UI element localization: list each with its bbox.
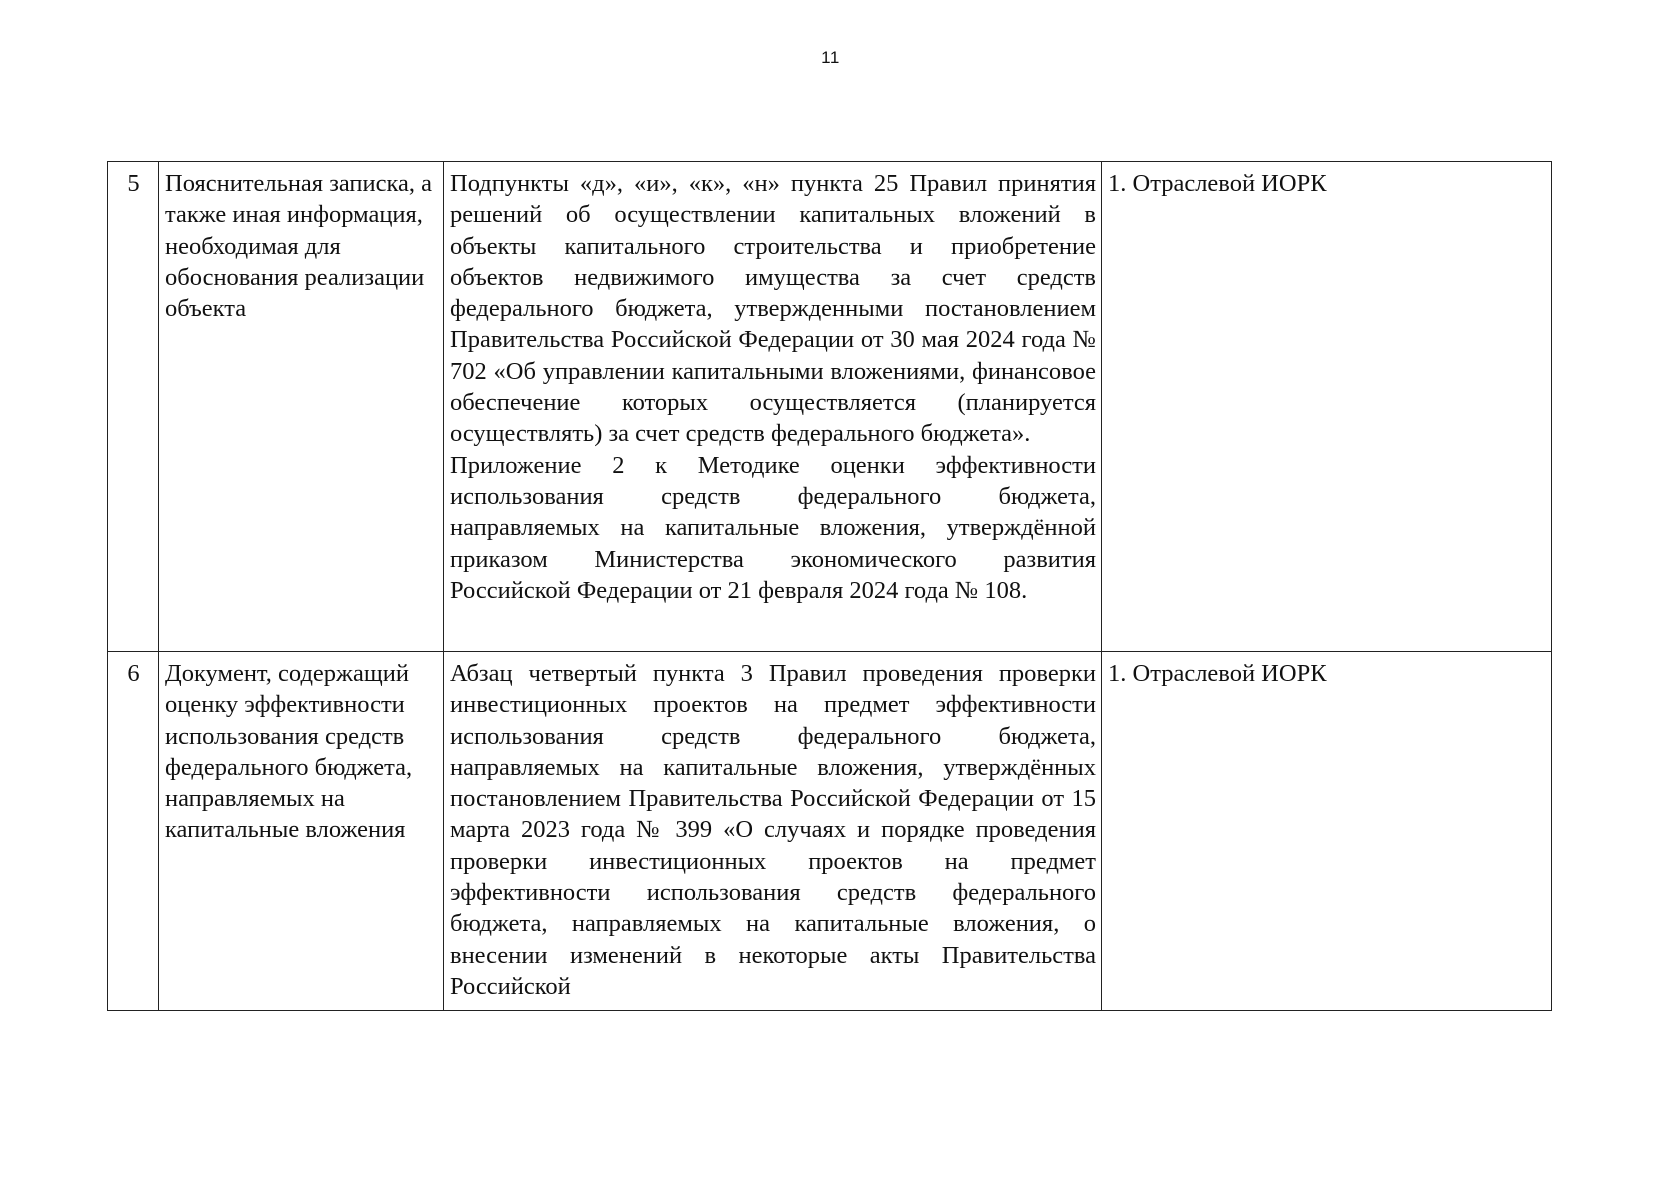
row-number: 5: [108, 162, 159, 652]
page-number: 11: [821, 48, 840, 67]
row-number: 6: [108, 652, 159, 1011]
legal-basis-paragraph: Абзац четвертый пункта 3 Правил проведения проверки инвестиционных проектов на предмет эффективности использования средств федерального бюджета, направляемых на капитальные вложения, утверждённых постановлением Правительства Российской Федерации от 15 марта 2023 года № 399 «О случаях и порядке проведения проверки инвестиционных проектов на предмет эффективности использования средств федерального бюджета, направляемых на капитальные вложения, о внесении изменений в некоторые акты Правительства Российской: [450, 660, 1096, 1000]
legal-basis: [444, 162, 1102, 652]
table-row: [108, 162, 1552, 652]
document-name: Документ, содержащий оценку эффективности использования средств федерального бюджета, направляемых на капитальные вложения: [159, 652, 444, 1011]
executor: 1. Отраслевой ИОРК: [1102, 162, 1552, 652]
legal-basis: [444, 652, 1102, 1011]
table-row: [108, 652, 1552, 1011]
document-name: Пояснительная записка, а также иная информация, необходимая для обоснования реализации объекта: [159, 162, 444, 652]
legal-basis-paragraph: Подпункты «д», «и», «к», «н» пункта 25 Правил принятия решений об осуществлении капитальных вложений в объекты капитального строительства и приобретение объектов недвижимого имущества за счет средств федерального бюджета, утвержденными постановлением Правительства Российской Федерации от 30 мая 2024 года № 702 «Об управлении капитальными вложениями, финансовое обеспечение которых осуществляется (планируется осуществлять) за счет средств федерального бюджета».: [450, 170, 1096, 448]
executor: 1. Отраслевой ИОРК: [1102, 652, 1552, 1011]
legal-basis-paragraph: Приложение 2 к Методике оценки эффективности использования средств федерального бюджета, направляемых на капитальные вложения, утверждённой приказом Министерства экономического развития Российской Федерации от 21 февраля 2024 года № 108.: [450, 451, 1096, 604]
document-table: [107, 161, 1552, 1011]
